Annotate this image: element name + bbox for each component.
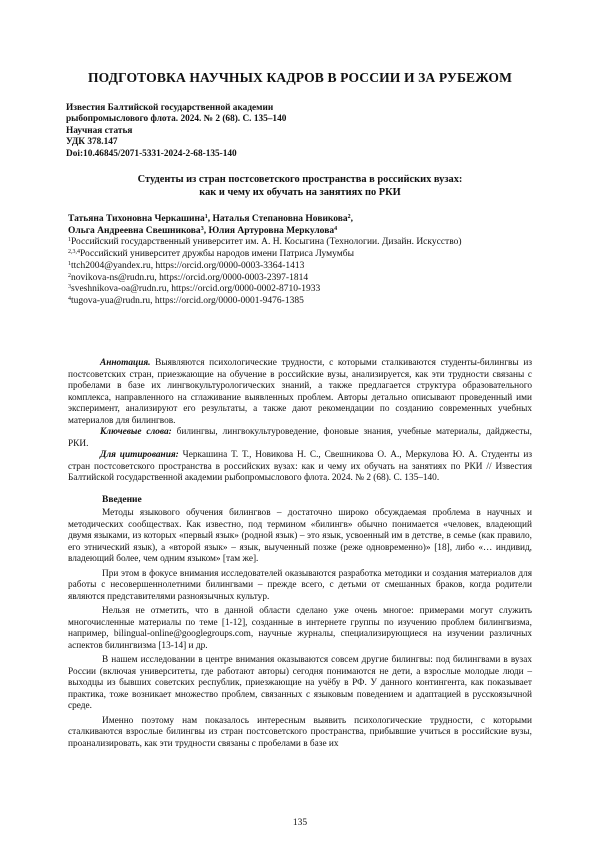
article-title-line-1: Студенты из стран постсоветского пространства в российских вузах:: [137, 174, 463, 185]
author-contact-3: [68, 284, 538, 296]
abstract-text: Выявляются психологические трудности, с которыми сталкиваются студенты-билингвы из постсоветских стран, приезжающие на обучение в российские вузы, анализируется, как эти трудности связаны с пробелами в базе их лингвокультурологических знаний, а также предлагается структура образовательного комплекса, направленного на сглаживание выявленных проблем. Авторы детально описывают проведенный ими эксперимент, анализируют его результаты, а также дают рекомендации по созданию современных учебных материалов для билингвов.: [68, 358, 532, 426]
article-metadata: [66, 103, 536, 160]
abstract-label: Аннотация.: [100, 358, 151, 368]
author-contact-1: [68, 261, 538, 273]
affiliation-text: Российский университет дружбы народов имени Патриса Лумумбы: [80, 249, 355, 260]
author-separator: ,: [207, 214, 213, 224]
author-name: Юлия Артуровна Меркулова: [208, 225, 335, 236]
journal-line-1: Известия Балтийской государственной академии: [66, 103, 274, 113]
contact-sup: 3: [68, 284, 71, 291]
body-paragraph: Методы языкового обучения билингвов – достаточно широко обсуждаемая проблема в научных и методических сообществах. Как известно, под термином «билингв» обычно понимается «человек, владеющий двумя языками, из которых «первый язык» (родной язык) – это язык, усвоенный им в детстве, в семье (как правило, его этнический язык), а «второй язык» – язык, выученный позже (реже одновременно)» [18], либо «… индивид, владеющий более, чем одним языком» [там же].: [68, 508, 532, 564]
body-paragraph: Именно поэтому нам показалось интересным выявить психологические трудности, с которыми сталкиваются взрослые билингвы из стран постсоветского пространства, прибывшие учиться в российские вузы, проанализировать, как эти трудности связаны с пробелами в базе их: [68, 715, 532, 749]
contact-text: tugova-yua@rudn.ru, https://orcid.org/0000-0001-9476-1385: [71, 295, 304, 306]
contact-text: sveshnikova-oa@rudn.ru, https://orcid.org/0000-0002-8710-1933: [71, 284, 321, 295]
introduction-body: [68, 508, 532, 753]
author-name: Ольга Андреевна Свешникова: [68, 225, 201, 236]
contact-sup: 2: [68, 272, 71, 279]
article-type: Научная статья: [66, 125, 133, 136]
contact-text: ttch2004@yandex.ru, https://orcid.org/0000-0003-3364-1413: [71, 260, 305, 271]
author-names-line-1: [68, 214, 538, 226]
body-paragraph: В нашем исследовании в центре внимания оказываются совсем другие билингвы: под билингвами в вузах России (включая университеты, где работают авторы) сегодня понимаются не дети, а взрослые молодые люди – выходцы из бывших советских республик, приезжающие на учёбу в РФ. У данного контингента, как показывает практика, тоже возникает множество проблем, связанных с языковым поведением и адаптацией в русскоязычной среде.: [68, 655, 532, 711]
introduction-heading: Введение: [102, 495, 142, 505]
author-sup: 4: [334, 225, 338, 232]
article-title: [60, 173, 540, 199]
keywords-paragraph: [68, 427, 532, 450]
contact-sup: 4: [68, 295, 71, 302]
author-name: Наталья Степановна Новикова: [212, 214, 348, 224]
article-title-line-2: как и чему их обучать на занятиях по РКИ: [199, 187, 401, 199]
affiliation-1: [68, 237, 538, 249]
affiliation-sup: 1: [68, 237, 71, 244]
keywords-label: Ключевые слова:: [100, 427, 172, 437]
citation-paragraph: [68, 450, 532, 485]
abstract-paragraph: [68, 358, 532, 427]
contact-sup: 1: [68, 260, 71, 267]
udk: УДК 378.147: [66, 137, 118, 148]
affiliation-text: Российский государственный университет им. А. Н. Косыгина (Технологии. Дизайн. Искусство): [71, 237, 462, 248]
authors-block: [68, 214, 538, 308]
author-contact-4: [68, 296, 538, 308]
author-sup: 1: [204, 214, 208, 220]
contact-text: novikova-ns@rudn.ru, https://orcid.org/0000-0003-2397-1814: [71, 272, 309, 283]
author-sup: 3: [200, 225, 204, 232]
author-name: Татьяна Тихоновна Черкашина: [68, 214, 205, 224]
doi: Doi:10.46845/2071-5331-2024-2-68-135-140: [66, 148, 237, 159]
affiliation-2: [68, 249, 538, 261]
keywords-text: билингвы, лингвокультуроведение, фоновые знания, учебные материалы, дайджесты, РКИ.: [68, 427, 532, 449]
journal-line-2: рыбопромыслового флота. 2024. № 2 (68). С. 135–140: [66, 114, 287, 125]
affiliation-sup: 2,3,4: [68, 249, 80, 256]
author-sup: 2: [347, 214, 351, 220]
section-heading: ПОДГОТОВКА НАУЧНЫХ КАДРОВ В РОССИИ И ЗА РУБЕЖОМ: [87, 70, 513, 85]
author-contact-2: [68, 273, 538, 285]
page-number: 135: [292, 818, 308, 828]
citation-label: Для цитирования:: [100, 450, 179, 460]
author-separator: ,: [203, 225, 209, 236]
body-paragraph: Нельзя не отметить, что в данной области сделано уже очень многое: примерами могут служить многочисленные материалы по теме [1-12], созданные в интернете группы по изучению проблем билингвизма, например, bilingual-online@googlegroups.com, научные журналы, специализирующиеся на изучении различных аспектов билингвизма [13-14] и др.: [68, 606, 532, 651]
citation-text: Черкашина Т. Т., Новикова Н. С., Свешникова О. А., Меркулова Ю. А. Студенты из стран постсоветского пространства в российских вузах: как и чему их обучать на занятиях по РКИ // Известия Балтийской государственной академии рыбопромыслового флота. 2024. № 2 (68). С. 135–140.: [68, 450, 532, 483]
author-separator: ,: [350, 214, 354, 224]
author-names-line-2: [68, 226, 538, 238]
body-paragraph: При этом в фокусе внимания исследователей оказываются разработка методики и создания материалов для работы с несовершеннолетними билингвами – прежде всего, с детьми от смешанных браков, когда родители являются представителями разноязычных культур.: [68, 568, 532, 602]
abstract-block: [68, 358, 532, 485]
